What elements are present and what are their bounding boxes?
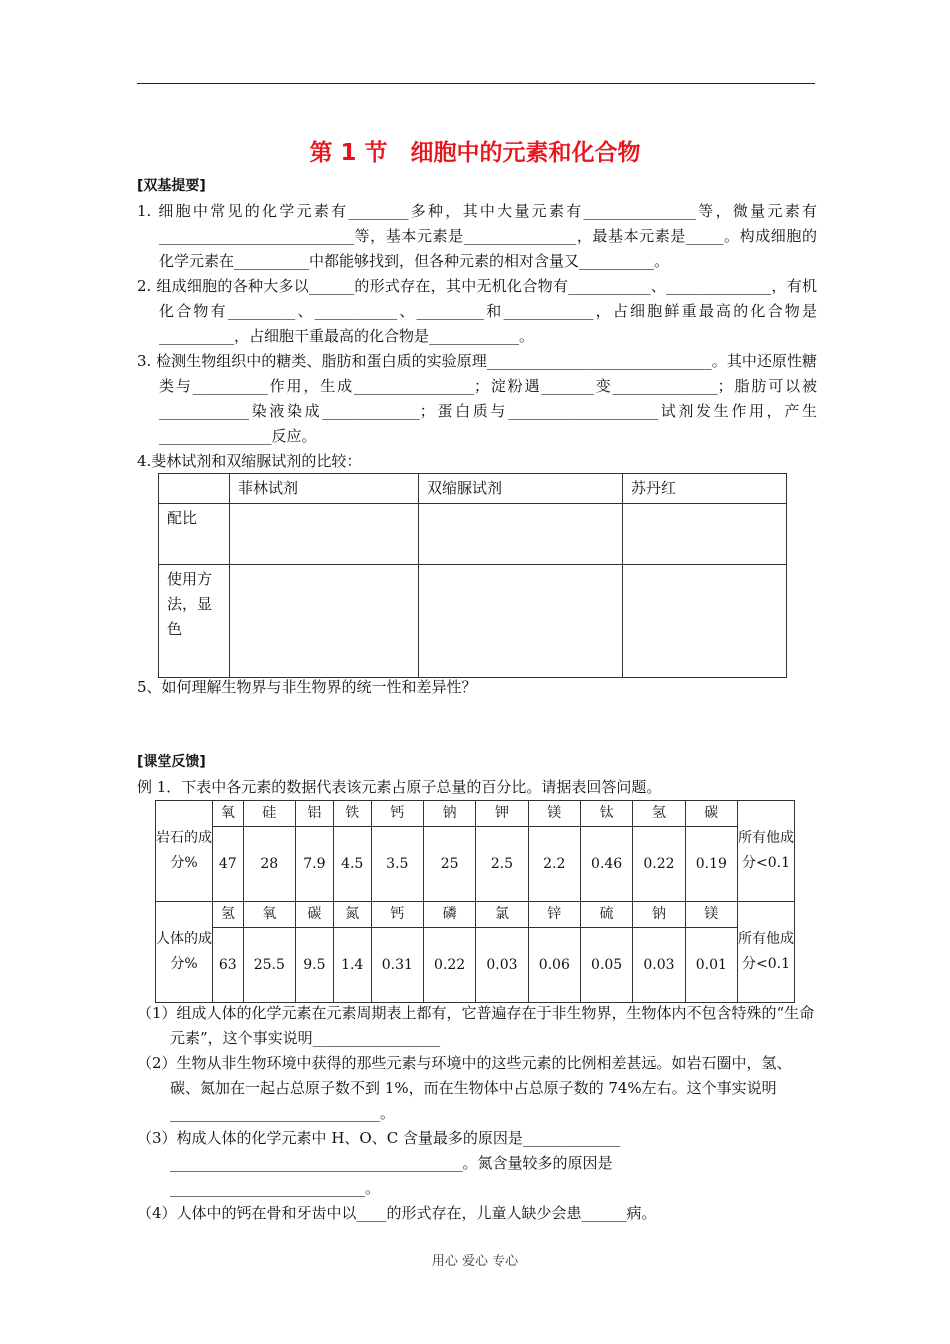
element-value: 47: [213, 827, 244, 902]
element-value: 0.03: [633, 928, 685, 1003]
element-value: 0.01: [685, 928, 737, 1003]
page-title: 第 1 节 细胞中的元素和化合物: [309, 140, 641, 166]
answer-cell[interactable]: [419, 504, 623, 565]
element-name: 镁: [528, 801, 580, 827]
answer-cell[interactable]: [230, 504, 419, 565]
question-5: 5、如何理解生物界与非生物界的统一性和差异性？: [137, 678, 477, 696]
section-heading: [双基提要]: [137, 178, 206, 194]
reagent-table: [158, 473, 787, 678]
element-name: 钛: [580, 801, 632, 827]
header-cell: 双缩脲试剂: [419, 474, 623, 504]
element-value: 1.4: [333, 928, 371, 1003]
example-1: 例 1．下表中各元素的数据代表该元素占原子总量的百分比。请据表回答问题。: [137, 778, 662, 796]
other-cell: 所有他成 分<0.1: [738, 902, 795, 1003]
question-4: 4.斐林试剂和双缩脲试剂的比较：: [137, 452, 362, 470]
header-rule: [137, 83, 815, 84]
feedback-section: [137, 750, 817, 800]
element-value: 0.22: [633, 827, 685, 902]
header-cell: 菲林试剂: [230, 474, 419, 504]
element-name: 碳: [295, 902, 333, 928]
element-value: 0.46: [580, 827, 632, 902]
other-cell: 所有他成分<0.1: [738, 801, 795, 902]
row-label: 人体的成分%: [156, 902, 213, 1003]
element-value: 63: [213, 928, 244, 1003]
answer-cell[interactable]: [230, 565, 419, 678]
element-name: 铁: [333, 801, 371, 827]
element-name: 氧: [213, 801, 244, 827]
element-name: 钙: [371, 902, 423, 928]
element-value: 28: [243, 827, 295, 902]
element-value: 3.5: [371, 827, 423, 902]
answer-cell[interactable]: [419, 565, 623, 678]
element-name: 氢: [633, 801, 685, 827]
element-name: 钠: [633, 902, 685, 928]
element-name: 硫: [580, 902, 632, 928]
sub-question-1: （1）组成人体的化学元素在元素周期表上都有，它普遍存在于非生物界，生物体内不包含特殊的“生命元素”，这个事实说明_________________: [137, 1004, 815, 1047]
element-value: 7.9: [295, 827, 333, 902]
element-value: 2.2: [528, 827, 580, 902]
element-value: 0.05: [580, 928, 632, 1003]
basics-section: [137, 174, 817, 474]
header-cell: [159, 474, 230, 504]
element-name: 氮: [333, 902, 371, 928]
element-value: 4.5: [333, 827, 371, 902]
answer-cell[interactable]: [623, 565, 787, 678]
question-3: 3. 检测生物组织中的糖类、脂肪和蛋白质的实验原理______________________________。其中还原性糖类与__________作用，生成________________；淀粉遇_______变______________；脂肪可以被____________染液染成_____________；蛋白质与____________________试剂发生作用，产生_______________反应。: [137, 352, 817, 445]
element-name: 钾: [476, 801, 528, 827]
element-value: 9.5: [295, 928, 333, 1003]
element-name: 氯: [476, 902, 528, 928]
element-value: 0.06: [528, 928, 580, 1003]
element-value: 2.5: [476, 827, 528, 902]
element-name: 氢: [213, 902, 244, 928]
element-value: 25: [423, 827, 475, 902]
element-name: 钙: [371, 801, 423, 827]
element-name: 碳: [685, 801, 737, 827]
element-name: 钠: [423, 801, 475, 827]
sub-question-2: （2）生物从非生物环境中获得的那些元素与环境中的这些元素的比例相差甚远。如岩石圈中，氢、碳、氮加在一起占总原子数不到 1%，而在生物体中占总原子数的 74%左右。这个事实说明____________________________。: [137, 1054, 792, 1122]
element-value: 0.31: [371, 928, 423, 1003]
element-name: 磷: [423, 902, 475, 928]
row-label: 配比: [159, 504, 230, 565]
element-name: 锌: [528, 902, 580, 928]
question-1: 1. 细胞中常见的化学元素有________多种，其中大量元素有_______________等，微量元素有__________________________等，基本元素是_______________，最基本元素是_____。构成细胞的化学元素在__________中都能够找到，但各种元素的相对含量又__________。: [137, 202, 817, 270]
sub-questions: [137, 1001, 817, 1226]
header-cell: 苏丹红: [623, 474, 787, 504]
element-value: 0.03: [476, 928, 528, 1003]
row-label: 岩石的成分%: [156, 801, 213, 902]
element-value: 25.5: [243, 928, 295, 1003]
element-value: 0.22: [423, 928, 475, 1003]
answer-cell[interactable]: [623, 504, 787, 565]
question-2: 2. 组成细胞的各种大多以______的形式存在，其中无机化合物有___________、______________，有机化合物有_________、___________、_________和____________，占细胞鲜重最高的化合物是__________，占细胞干重最高的化合物是____________。: [137, 277, 817, 345]
element-value: 0.19: [685, 827, 737, 902]
row-label: 使用方法，显色: [159, 565, 230, 678]
footer: 用心 爱心 专心: [431, 1254, 519, 1269]
element-name: 氧: [243, 902, 295, 928]
element-name: 铝: [295, 801, 333, 827]
element-name: 镁: [685, 902, 737, 928]
section-heading: [课堂反馈]: [137, 754, 206, 770]
element-name: 硅: [243, 801, 295, 827]
element-table: [155, 800, 795, 1003]
sub-question-3: （3）构成人体的化学元素中 H、O、C 含量最多的原因是_____________ _______________________________________。氮含量较多的原因是__________________________。: [137, 1129, 621, 1197]
sub-question-4: （4）人体中的钙在骨和牙齿中以____的形式存在，儿童人缺少会患______病。: [137, 1204, 657, 1222]
